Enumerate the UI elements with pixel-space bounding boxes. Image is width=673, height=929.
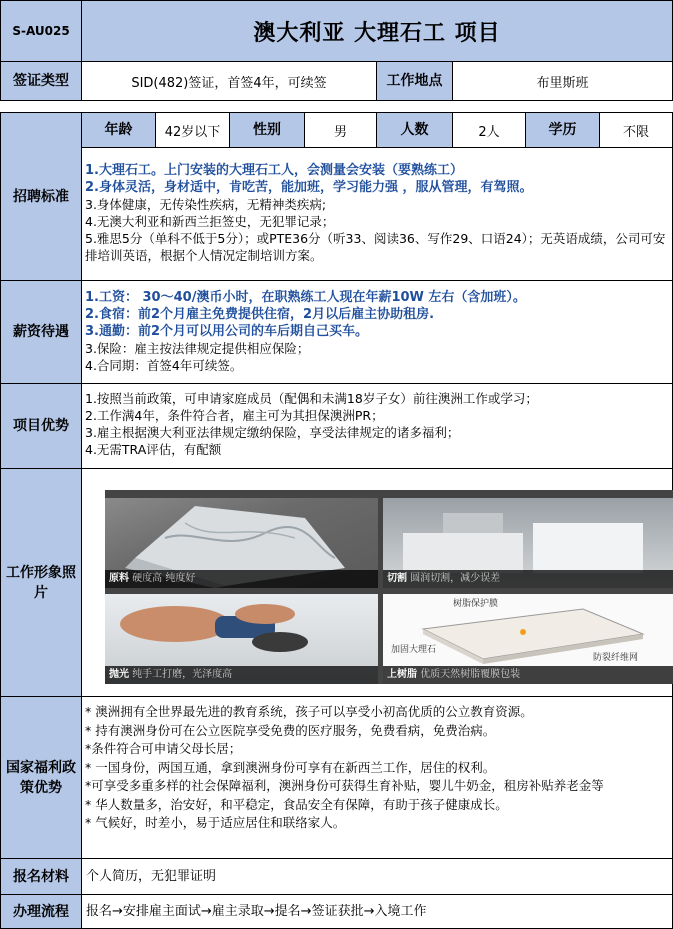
caption-polishing — [105, 666, 378, 684]
education-label: 学历 — [525, 112, 600, 148]
photo-raw-material — [105, 498, 378, 588]
advantage-line: 3.雇主根据澳大利亚法律规定缴纳保险，享受法律规定的诸多福利； — [85, 425, 460, 440]
salary-line: 1.工资： 30～40/澳币小时，在职熟练工人现在年薪10W 左右（含加班）。 — [85, 290, 526, 305]
salary-line: 4.合同期：首签4年可续签。 — [85, 358, 243, 373]
welfare-line: * 气候好，时差小，易于适应居住和联络家人。 — [85, 815, 346, 830]
diagram-label-top: 树脂保护膜 — [453, 599, 499, 609]
recruit-line: 2.身体灵活，身材适中，肯吃苦，能加班，学习能力强 ，服从管理，有驾照。 — [85, 180, 533, 195]
caption-resin — [383, 666, 673, 684]
diagram-label-right: 防裂纤维网 — [593, 653, 639, 663]
caption-desc: 硬度高 纯度好 — [132, 573, 196, 584]
advantage-line: 2.工作满4年，条件符合者，雇主可为其担保澳洲PR； — [85, 408, 384, 423]
advantage-line: 1.按照当前政策，可申请家庭成员（配偶和未满18岁子女）前往澳洲工作或学习； — [85, 391, 538, 406]
work-location-label: 工作地点 — [376, 61, 453, 101]
recruit-line: 4.无澳大利亚和新西兰拒签史，无犯罪记录； — [85, 214, 335, 229]
work-photos-label: 工作形象照片 — [0, 468, 82, 697]
materials-value: 个人简历，无犯罪证明 — [81, 858, 673, 895]
process-value: 报名→安排雇主面试→雇主录取→提名→签证获批→入境工作 — [81, 894, 673, 929]
recruit-line: 5.雅思5分（单科不低于5分）；或PTE36分（听33、阅读36、写作29、口语24）；无英语成绩，公司可安排培训英语，根据个人情况定制培训方案。 — [85, 231, 666, 263]
gender-label: 性别 — [229, 112, 305, 148]
welfare-line: * 华人数量多，治安好，和平稳定，食品安全有保障，有助于孩子健康成长。 — [85, 796, 508, 812]
photo-polishing — [105, 594, 378, 684]
headcount-label: 人数 — [376, 112, 453, 148]
recruit-standard-content — [81, 147, 673, 281]
welfare-line: *可享受多重多样的社会保障福利，澳洲身份可获得生育补贴，婴儿牛奶金，租房补贴养老金等 — [85, 778, 604, 793]
caption-title: 原料 — [109, 573, 129, 584]
caption-raw — [105, 570, 378, 588]
project-advantages-label: 项目优势 — [0, 383, 82, 469]
caption-desc: 圆润切割，减少误差 — [410, 573, 501, 584]
age-value: 42岁以下 — [155, 112, 230, 148]
welfare-content — [81, 696, 673, 859]
visa-type-label: 签证类型 — [0, 61, 82, 101]
salary-line: 3.通勤：前2个月可以用公司的车后期自己买车。 — [85, 324, 369, 339]
work-location-value: 布里斯班 — [452, 61, 673, 101]
recruit-standard-label: 招聘标准 — [0, 112, 82, 281]
caption-cutting — [383, 570, 673, 588]
salary-line: 3.保险：雇主按法律规定提供相应保险； — [85, 341, 310, 356]
project-advantages-content — [81, 383, 673, 469]
salary-label: 薪资待遇 — [0, 280, 82, 384]
caption-title: 抛光 — [109, 669, 129, 680]
education-value: 不限 — [599, 112, 673, 148]
visa-type-value: SID(482)签证，首签4年，可续签 — [81, 61, 377, 101]
welfare-line: * 持有澳洲身份可在公立医院享受免费的医疗服务，免费看病，免费治病。 — [85, 722, 496, 738]
process-label: 办理流程 — [0, 894, 82, 929]
recruit-line: 3.身体健康，无传染性疾病，无精神类疾病; — [85, 197, 327, 212]
materials-label: 报名材料 — [0, 858, 82, 895]
age-label: 年龄 — [81, 112, 156, 148]
caption-desc: 优质天然树脂覆膜包装 — [420, 669, 521, 680]
page-title: 澳大利亚 大理石工 项目 — [81, 0, 673, 62]
work-photo-collage — [105, 490, 673, 684]
photo-cutting — [383, 498, 673, 588]
photo-resin — [383, 594, 673, 684]
caption-desc: 纯手工打磨，光泽度高 — [132, 669, 233, 680]
welfare-label: 国家福利政策优势 — [0, 696, 82, 859]
salary-content — [81, 280, 673, 384]
headcount-value: 2人 — [452, 112, 526, 148]
project-code: S-AU025 — [0, 0, 82, 62]
welfare-line: * 澳洲拥有全世界最先进的教育系统，孩子可以享受小初高优质的公立教育资源。 — [85, 704, 533, 719]
salary-line: 2.食宿：前2个月雇主免费提供住宿，2月以后雇主协助租房. — [85, 307, 435, 322]
gender-value: 男 — [304, 112, 377, 148]
welfare-line: *条件符合可申请父母长居； — [85, 741, 242, 756]
recruit-line: 1.大理石工。上门安装的大理石工人，会测量会安装（要熟练工） — [85, 163, 463, 178]
diagram-label-left: 加固大理石 — [391, 645, 437, 655]
welfare-line: * 一国身份，两国互通，拿到澳洲身份可享有在新西兰工作，居住的权利。 — [85, 759, 496, 775]
advantage-line: 4.无需TRA评估，有配额 — [85, 442, 222, 457]
caption-title: 切割 — [387, 573, 407, 584]
caption-title: 上树脂 — [387, 669, 417, 680]
